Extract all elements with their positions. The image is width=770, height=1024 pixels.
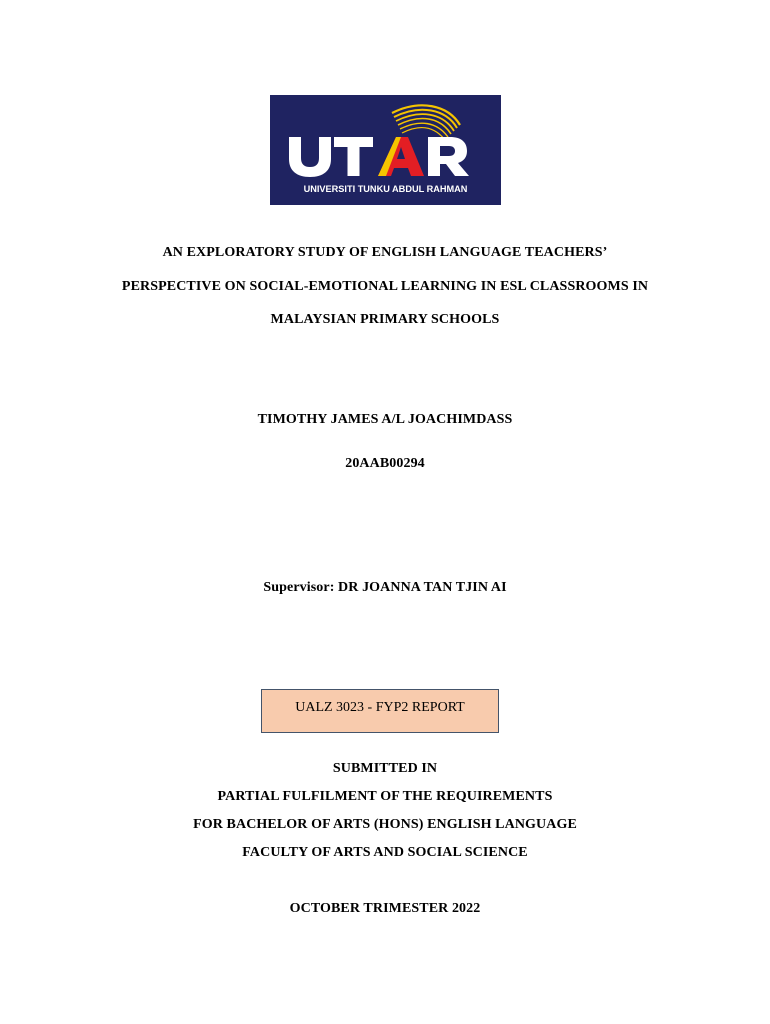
thesis-title-line-2: PERSPECTIVE ON SOCIAL-EMOTIONAL LEARNING IN ESL CLASSROOMS IN: [121, 279, 649, 294]
utar-logo: [270, 95, 501, 205]
report-label-box: [261, 689, 499, 733]
trimester: OCTOBER TRIMESTER 2022: [289, 901, 481, 916]
author-name: TIMOTHY JAMES A/L JOACHIMDASS: [257, 412, 513, 427]
swoosh-icon: [392, 105, 460, 140]
utar-logo-graphic: [270, 95, 501, 205]
report-label: UALZ 3023 - FYP2 REPORT: [295, 700, 465, 715]
supervisor-line: Supervisor: DR JOANNA TAN TJIN AI: [263, 580, 507, 595]
submission-line-2: PARTIAL FULFILMENT OF THE REQUIREMENTS: [217, 789, 553, 804]
thesis-title-line-3: MALAYSIAN PRIMARY SCHOOLS: [270, 312, 500, 327]
student-id: 20AAB00294: [345, 456, 425, 471]
faculty-line: FACULTY OF ARTS AND SOCIAL SCIENCE: [242, 845, 528, 860]
thesis-title-line-1: AN EXPLORATORY STUDY OF ENGLISH LANGUAGE TEACHERS’: [162, 245, 608, 260]
submission-line-3: FOR BACHELOR OF ARTS (HONS) ENGLISH LANGUAGE: [193, 817, 577, 832]
university-name: UNIVERSITI TUNKU ABDUL RAHMAN: [303, 184, 468, 194]
submission-line-1: SUBMITTED IN: [332, 761, 438, 776]
